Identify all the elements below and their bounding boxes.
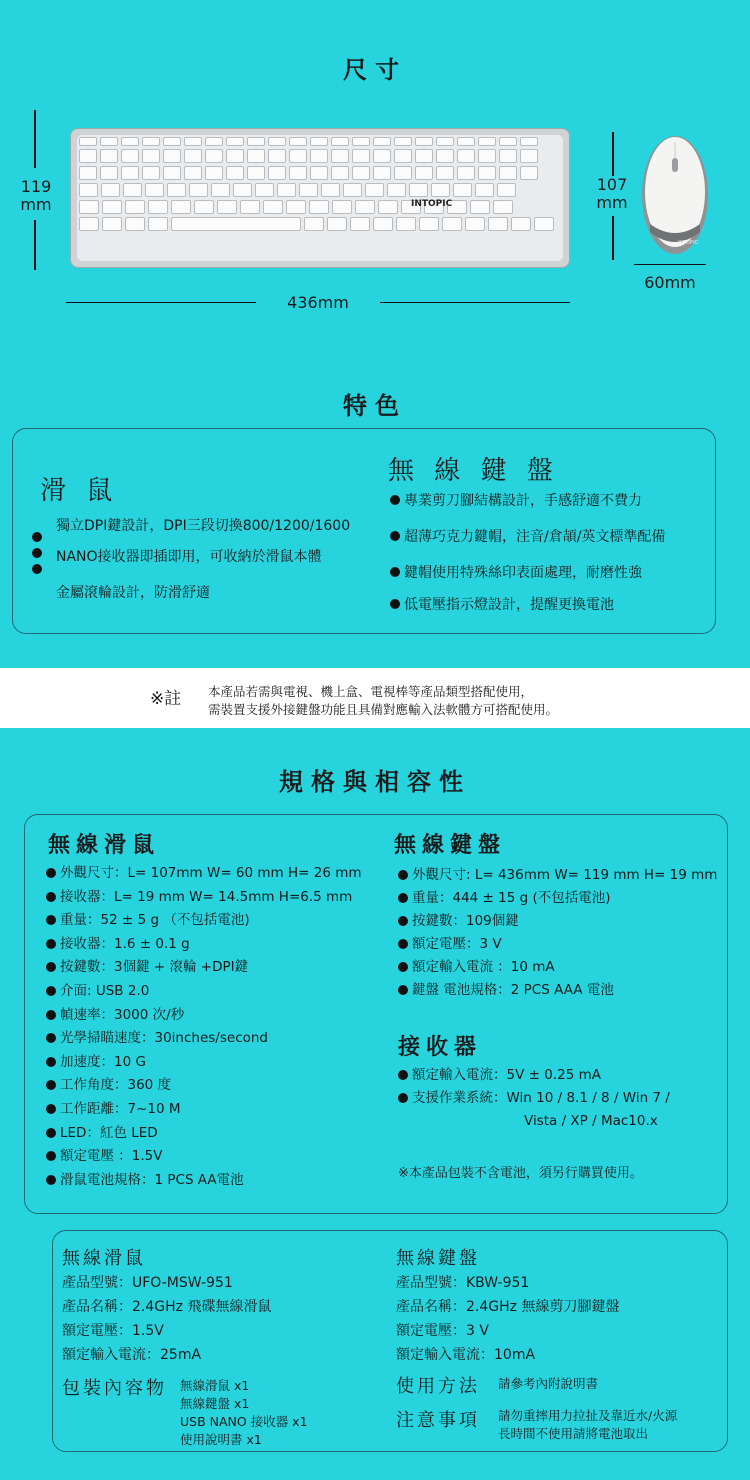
spec-text: 接收器：L= 19 mm W= 14.5mm H=6.5 mm	[60, 888, 353, 905]
keyboard-key	[457, 166, 475, 180]
keyboard-key	[373, 217, 393, 231]
info-keyboard-line: 產品名稱：2.4GHz 無線剪刀腳鍵盤	[396, 1299, 620, 1315]
feature-kb-bullet-3	[390, 567, 400, 577]
keyboard-key	[332, 200, 352, 214]
note-line-1: 本產品若需與電視、機上盒、電視棒等產品類型搭配使用，	[208, 684, 534, 699]
spec-text: 外觀尺寸：L= 107mm W= 60 mm H= 26 mm	[60, 865, 362, 881]
keyboard-key	[436, 149, 454, 163]
bullet-dot	[46, 1010, 56, 1020]
spec-item	[46, 1051, 362, 1075]
bullet-dot	[398, 962, 408, 972]
spec-item	[46, 1145, 362, 1169]
features-title: 特色	[343, 392, 407, 420]
spec-item	[46, 1074, 362, 1098]
keyboard-key	[497, 183, 516, 197]
bullet-dot	[46, 986, 56, 996]
spec-item	[46, 933, 362, 957]
keyboard-key	[184, 166, 202, 180]
spec-text: 接收器：1.6 ± 0.1 g	[60, 935, 190, 952]
bullet-dot	[46, 1080, 56, 1090]
keyboard-key	[286, 200, 306, 214]
feature-kb-item: 專業剪刀腳結構設計，手感舒適不費力	[404, 493, 642, 509]
spec-text: 幀速率：3000 次/秒	[60, 1006, 185, 1023]
keyboard-key	[194, 200, 214, 214]
keyboard-key	[247, 149, 265, 163]
keyboard-key	[352, 166, 370, 180]
keyboard-key	[171, 200, 191, 214]
caution-line-2: 長時間不使用請將電池取出	[498, 1426, 649, 1441]
keyboard-key	[436, 166, 454, 180]
spec-text: 滑鼠電池規格：1 PCS AA電池	[60, 1171, 244, 1188]
keyboard-key	[310, 137, 328, 146]
keyboard-key	[142, 137, 160, 146]
bullet-dot	[46, 1128, 56, 1138]
spec-item	[398, 887, 717, 910]
bullet-dot	[398, 893, 408, 903]
feature-kb-bullet-1	[390, 495, 400, 505]
keyboard-key	[125, 200, 145, 214]
mouse-brand: INTOPIC	[678, 240, 699, 246]
bullet-dot	[46, 939, 56, 949]
mouse-image	[640, 134, 710, 256]
keyboard-key	[100, 166, 118, 180]
keyboard-key	[419, 217, 439, 231]
spec-text: 額定電壓 ：1.5V	[60, 1148, 163, 1165]
keyboard-key	[304, 217, 324, 231]
info-keyboard-line: 額定輸入電流：10mA	[396, 1347, 536, 1363]
keyboard-key	[247, 137, 265, 146]
specs-receiver-heading: 接收器	[398, 1035, 483, 1060]
usage-text: 請參考內附說明書	[498, 1376, 599, 1391]
keyboard-key	[394, 137, 412, 146]
keyboard-key	[350, 217, 370, 231]
keyboard-key	[184, 137, 202, 146]
mouse-width-line	[634, 264, 706, 265]
spec-item	[46, 1122, 362, 1146]
bullet-dot	[398, 1070, 408, 1080]
keyboard-key	[415, 137, 433, 146]
keyboard-key	[142, 166, 160, 180]
keyboard-key	[148, 200, 168, 214]
bullet-dot	[398, 916, 408, 926]
mouse-width-label: 60mm	[644, 273, 696, 292]
feature-kb-item: 鍵帽使用特殊絲印表面處理，耐磨性強	[404, 565, 642, 581]
usage-label: 使用方法	[396, 1376, 480, 1397]
package-label: 包裝內容物	[62, 1378, 167, 1399]
bullet-dot	[46, 915, 56, 925]
feature-mouse-item: NANO接收器即插即用，可收納於滑鼠本體	[56, 549, 322, 565]
keyboard-key	[409, 183, 428, 197]
spec-item	[398, 1064, 670, 1087]
specs-keyboard-heading: 無線鍵盤	[394, 833, 507, 858]
keyboard-key	[394, 166, 412, 180]
keyboard-key	[167, 183, 186, 197]
keyboard-key	[394, 149, 412, 163]
specs-receiver-list	[398, 1064, 670, 1110]
info-keyboard-heading: 無線鍵盤	[396, 1248, 480, 1269]
keyboard-key	[289, 166, 307, 180]
keyboard-key	[378, 200, 398, 214]
keyboard-key	[373, 137, 391, 146]
keyboard-key	[142, 149, 160, 163]
spec-text: 工作距離：7~10 M	[60, 1100, 181, 1117]
keyboard-key	[189, 183, 208, 197]
keyboard-key	[268, 166, 286, 180]
spec-item	[46, 1098, 362, 1122]
info-mouse-heading: 無線滑鼠	[62, 1248, 146, 1269]
keyboard-key	[457, 149, 475, 163]
keyboard-key	[163, 149, 181, 163]
keyboard-key	[240, 200, 260, 214]
spec-text: 支援作業系統：Win 10 / 8.1 / 8 / Win 7 /	[412, 1090, 670, 1106]
spec-text: 重量：444 ± 15 g (不包括電池)	[412, 890, 611, 906]
keyboard-key	[431, 183, 450, 197]
keyboard-key	[478, 166, 496, 180]
keyboard-key	[499, 137, 517, 146]
keyboard-key	[343, 183, 362, 197]
keyboard-key	[470, 200, 490, 214]
features-keyboard-heading: 無 線 鍵 盤	[388, 456, 559, 486]
spec-item	[398, 910, 717, 933]
note-line-2: 需裝置支援外接鍵盤功能且具備對應輸入法軟體方可搭配使用。	[208, 702, 559, 717]
keyboard-key	[121, 166, 139, 180]
keyboard-key	[478, 137, 496, 146]
keyboard-key	[125, 217, 145, 231]
bullet-dot	[398, 985, 408, 995]
keyboard-key	[352, 149, 370, 163]
spec-item	[398, 979, 717, 1002]
keyboard-key	[499, 149, 517, 163]
keyboard-keys	[77, 135, 563, 261]
bullet-dot	[46, 892, 56, 902]
caution-line-1: 請勿重摔用力拉扯及靠近水/火源	[498, 1408, 678, 1423]
keyboard-key	[102, 217, 122, 231]
keyboard-key	[79, 200, 99, 214]
keyboard-key	[499, 166, 517, 180]
keyboard-key	[268, 149, 286, 163]
keyboard-key	[123, 183, 142, 197]
bullet-dot	[46, 1175, 56, 1185]
bullet-dot	[46, 1104, 56, 1114]
spec-item	[46, 980, 362, 1004]
keyboard-key	[387, 183, 406, 197]
keyboard-key	[226, 166, 244, 180]
features-mouse-heading: 滑 鼠	[40, 476, 119, 506]
info-mouse-line: 產品型號：UFO-MSW-951	[62, 1275, 233, 1291]
keyboard-key	[442, 217, 462, 231]
keyboard-key	[310, 149, 328, 163]
bullet-dot	[46, 962, 56, 972]
keyboard-key	[321, 183, 340, 197]
keyboard-key	[331, 149, 349, 163]
spec-text: 額定輸入電流 ：10 mA	[412, 959, 555, 975]
keyboard-key	[436, 137, 454, 146]
info-keyboard-line: 產品型號：KBW-951	[396, 1275, 530, 1291]
info-mouse-line: 額定電壓：1.5V	[62, 1323, 164, 1339]
keyboard-key	[520, 166, 538, 180]
keyboard-key	[465, 217, 485, 231]
keyboard-key	[171, 217, 301, 231]
feature-mouse-item: 獨立DPI鍵設計，DPI三段切換800/1200/1600	[56, 518, 351, 534]
kb-width-line-left	[66, 302, 256, 303]
bullet-dot	[46, 1057, 56, 1067]
feature-mouse-bullet-1	[32, 532, 42, 542]
feature-kb-item: 超薄巧克力鍵帽，注音/倉頡/英文標準配備	[404, 529, 666, 545]
package-item: USB NANO 接收器 x1	[180, 1414, 308, 1429]
keyboard-key	[184, 149, 202, 163]
keyboard-key	[205, 137, 223, 146]
battery-note: ※本產品包裝不含電池，須另行購買使用。	[398, 1166, 643, 1181]
kb-height-line-bottom	[34, 220, 36, 270]
feature-kb-item: 低電壓指示燈設計，提醒更換電池	[404, 597, 614, 613]
keyboard-key	[355, 200, 375, 214]
keyboard-key	[475, 183, 494, 197]
mouse-length-line-bottom	[612, 216, 614, 260]
info-keyboard-line: 額定電壓：3 V	[396, 1323, 489, 1339]
spec-text: 額定電壓：3 V	[412, 936, 502, 952]
spec-item	[46, 1027, 362, 1051]
spec-text: 按鍵數：3個鍵 + 滾輪 +DPI鍵	[60, 959, 249, 976]
receiver-os-continued: Vista / XP / Mac10.x	[524, 1113, 658, 1129]
keyboard-key	[100, 149, 118, 163]
keyboard-key	[299, 183, 318, 197]
keyboard-key	[453, 183, 472, 197]
keyboard-key	[457, 137, 475, 146]
keyboard-key	[327, 217, 347, 231]
keyboard-key	[79, 217, 99, 231]
bullet-dot	[398, 1093, 408, 1103]
keyboard-key	[263, 200, 283, 214]
mouse-length-line-top	[612, 132, 614, 176]
keyboard-key	[493, 200, 513, 214]
keyboard-key	[415, 149, 433, 163]
specs-mouse-list	[46, 862, 362, 1192]
spec-item	[46, 1004, 362, 1028]
spec-text: 外觀尺寸: L= 436mm W= 119 mm H= 19 mm	[412, 867, 718, 883]
keyboard-key	[163, 137, 181, 146]
keyboard-key	[205, 149, 223, 163]
keyboard-key	[520, 149, 538, 163]
kb-height-unit: mm	[20, 195, 52, 214]
keyboard-key	[121, 149, 139, 163]
keyboard-key	[205, 166, 223, 180]
note-mark: ※註	[150, 689, 182, 709]
keyboard-key	[79, 166, 97, 180]
keyboard-key	[331, 166, 349, 180]
keyboard-key	[163, 166, 181, 180]
bullet-dot	[46, 868, 56, 878]
keyboard-key	[289, 149, 307, 163]
keyboard-key	[534, 217, 554, 231]
spec-item	[398, 1087, 670, 1110]
keyboard-key	[268, 137, 286, 146]
spec-item	[46, 956, 362, 980]
keyboard-key	[145, 183, 164, 197]
spec-text: 按鍵數：109個鍵	[412, 913, 519, 929]
keyboard-key	[277, 183, 296, 197]
spec-item	[398, 956, 717, 979]
keyboard-key	[373, 149, 391, 163]
info-mouse-line: 額定輸入電流：25mA	[62, 1347, 202, 1363]
keyboard-key	[211, 183, 230, 197]
keyboard-key	[415, 166, 433, 180]
caution-label: 注意事項	[396, 1410, 480, 1431]
feature-kb-bullet-2	[390, 531, 400, 541]
keyboard-image	[70, 128, 570, 268]
dimensions-title: 尺寸	[343, 56, 407, 84]
spec-item	[46, 886, 362, 910]
keyboard-key	[373, 166, 391, 180]
bullet-dot	[398, 939, 408, 949]
keyboard-key	[255, 183, 274, 197]
keyboard-key	[79, 137, 97, 146]
keyboard-key	[352, 137, 370, 146]
spec-item	[398, 864, 717, 887]
bullet-dot	[46, 1033, 56, 1043]
keyboard-key	[488, 217, 508, 231]
mouse-length-unit: mm	[596, 193, 628, 212]
spec-item	[46, 909, 362, 933]
spec-text: 介面: USB 2.0	[60, 982, 150, 999]
package-item: 使用說明書 x1	[180, 1432, 262, 1447]
keyboard-key	[121, 137, 139, 146]
bullet-dot	[398, 870, 408, 880]
keyboard-key	[233, 183, 252, 197]
kb-height-line-top	[34, 110, 36, 168]
keyboard-key	[396, 217, 416, 231]
spec-item	[46, 1169, 362, 1193]
keyboard-key	[309, 200, 329, 214]
spec-item	[398, 933, 717, 956]
keyboard-key	[217, 200, 237, 214]
keyboard-key	[520, 137, 538, 146]
feature-mouse-bullet-3	[32, 564, 42, 574]
package-item: 無線滑鼠 x1	[180, 1378, 250, 1393]
spec-text: 鍵盤 電池規格：2 PCS AAA 電池	[412, 982, 614, 998]
spec-item	[46, 862, 362, 886]
keyboard-key	[226, 137, 244, 146]
mouse-length-value: 107	[596, 175, 628, 194]
info-mouse-line: 產品名稱：2.4GHz 飛碟無線滑鼠	[62, 1299, 272, 1315]
keyboard-key	[289, 137, 307, 146]
feature-mouse-bullet-2	[32, 548, 42, 558]
spec-text: 重量：52 ± 5 g （不包括電池)	[60, 912, 250, 929]
spec-text: 工作角度：360 度	[60, 1077, 172, 1094]
specs-title: 規格與相容性	[279, 768, 471, 796]
keyboard-key	[101, 183, 120, 197]
keyboard-key	[102, 200, 122, 214]
spec-text: 額定輸入電流：5V ± 0.25 mA	[412, 1067, 601, 1083]
feature-kb-bullet-4	[390, 599, 400, 609]
kb-height-value: 119	[20, 177, 52, 196]
keyboard-key	[148, 217, 168, 231]
spec-text: LED：紅色 LED	[60, 1124, 158, 1141]
specs-keyboard-list	[398, 864, 717, 1002]
keyboard-key	[247, 166, 265, 180]
spec-text: 加速度：10 G	[60, 1053, 146, 1070]
keyboard-key	[79, 183, 98, 197]
keyboard-key	[365, 183, 384, 197]
keyboard-key	[478, 149, 496, 163]
package-item: 無線鍵盤 x1	[180, 1396, 250, 1411]
specs-mouse-heading: 無線滑鼠	[48, 833, 161, 858]
keyboard-key	[100, 137, 118, 146]
keyboard-key	[226, 149, 244, 163]
spec-text: 光學掃瞄速度：30inches/second	[60, 1030, 268, 1047]
kb-width-label: 436mm	[287, 293, 349, 312]
feature-mouse-item: 金屬滾輪設計，防滑舒適	[56, 585, 210, 601]
bullet-dot	[46, 1151, 56, 1161]
keyboard-brand: INTOPIC	[411, 199, 453, 209]
kb-width-line-right	[380, 302, 570, 303]
keyboard-key	[511, 217, 531, 231]
keyboard-key	[310, 166, 328, 180]
keyboard-key	[331, 137, 349, 146]
keyboard-key	[79, 149, 97, 163]
